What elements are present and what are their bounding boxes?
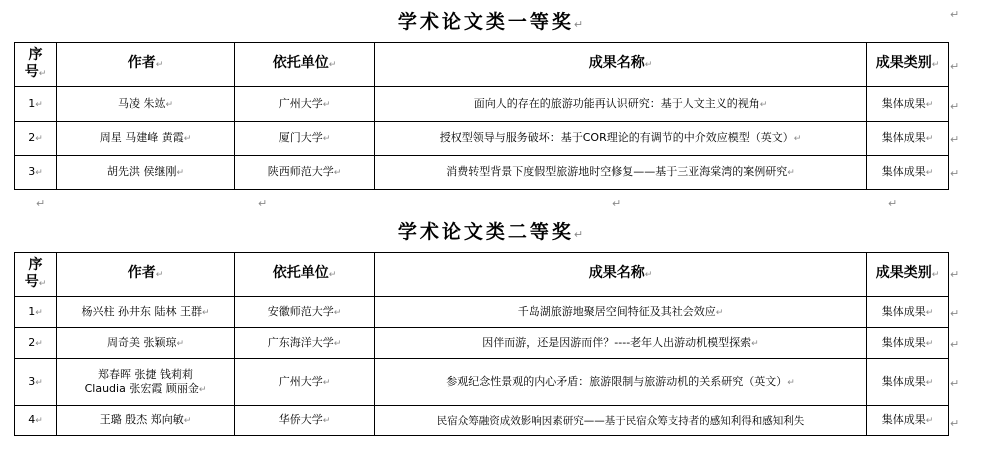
header-category: 成果类别↵ (867, 253, 949, 297)
cell-seq: 2↵ (15, 328, 57, 359)
row-end-mark: ↵ (950, 60, 960, 73)
cell-category: 集体成果↵ (867, 297, 949, 328)
cell-unit: 广州大学↵ (235, 359, 375, 406)
cell-name: 参观纪念性景观的内心矛盾：旅游限制与旅游动机的关系研究（英文）↵ (375, 359, 867, 406)
cell-category: 集体成果↵ (867, 328, 949, 359)
cell-unit: 安徽师范大学↵ (235, 297, 375, 328)
cell-name: 消费转型背景下度假型旅游地时空修复——基于三亚海棠湾的案例研究↵ (375, 156, 867, 190)
cell-name: 千岛湖旅游地聚居空间特征及其社会效应↵ (375, 297, 867, 328)
cell-unit: 陕西师范大学↵ (235, 156, 375, 190)
row-end-mark: ↵ (950, 377, 960, 390)
header-author: 作者↵ (57, 43, 235, 87)
cell-category: 集体成果↵ (867, 87, 949, 122)
cell-name: 因伴而游，还是因游而伴？----老年人出游动机模型探索↵ (375, 328, 867, 359)
cell-category: 集体成果↵ (867, 359, 949, 406)
table-row (15, 359, 949, 406)
cell-seq: 3↵ (15, 156, 57, 190)
row-end-mark: ↵ (950, 8, 960, 21)
table-row (15, 297, 949, 328)
header-unit: 依托单位↵ (235, 253, 375, 297)
table-row (15, 122, 949, 156)
row-end-mark: ↵ (950, 338, 960, 351)
row-end-mark: ↵ (950, 307, 960, 320)
row-end-mark: ↵ (950, 100, 960, 113)
table-row (15, 328, 949, 359)
table-row (15, 87, 949, 122)
cell-authors: 杨兴柱 孙井东 陆林 王群↵ (57, 297, 235, 328)
header-name: 成果名称↵ (375, 43, 867, 87)
cell-seq: 1↵ (15, 297, 57, 328)
paragraph-mark: ↵ (888, 197, 898, 210)
cell-unit: 广州大学↵ (235, 87, 375, 122)
cell-authors: 胡先洪 侯继刚↵ (57, 156, 235, 190)
table-row (15, 406, 949, 436)
header-name: 成果名称↵ (375, 253, 867, 297)
paragraph-mark: ↵ (612, 197, 622, 210)
cell-seq: 2↵ (15, 122, 57, 156)
cell-authors: 王璐 殷杰 郑向敏↵ (57, 406, 235, 436)
cell-unit: 广东海洋大学↵ (235, 328, 375, 359)
header-unit: 依托单位↵ (235, 43, 375, 87)
cell-category: 集体成果↵ (867, 156, 949, 190)
row-end-mark: ↵ (950, 268, 960, 281)
section-2-title: 学术论文类二等奖↵ (397, 221, 584, 243)
header-seq: 序 号↵ (15, 43, 57, 87)
award-table-second-prize (14, 252, 949, 436)
row-end-mark: ↵ (950, 167, 960, 180)
header-author: 作者↵ (57, 253, 235, 297)
header-seq: 序 号↵ (15, 253, 57, 297)
paragraph-mark: ↵ (36, 197, 46, 210)
table-header-row (15, 43, 949, 87)
cell-name: 面向人的存在的旅游功能再认识研究：基于人文主义的视角↵ (375, 87, 867, 122)
cell-category: 集体成果↵ (867, 122, 949, 156)
cell-category: 集体成果↵ (867, 406, 949, 436)
cell-seq: 4↵ (15, 406, 57, 436)
cell-unit: 华侨大学↵ (235, 406, 375, 436)
cell-unit: 厦门大学↵ (235, 122, 375, 156)
award-table-first-prize (14, 42, 949, 190)
table-row (15, 156, 949, 190)
row-end-mark: ↵ (950, 133, 960, 146)
cell-name: 民宿众筹融资成效影响因素研究——基于民宿众筹支持者的感知利得和感知利失 (375, 406, 867, 436)
cell-seq: 1↵ (15, 87, 57, 122)
section-1-title: 学术论文类一等奖↵ (397, 11, 584, 33)
paragraph-mark: ↵ (258, 197, 268, 210)
cell-name: 授权型领导与服务破坏：基于COR理论的有调节的中介效应模型（英文）↵ (375, 122, 867, 156)
header-category: 成果类别↵ (867, 43, 949, 87)
row-end-mark: ↵ (950, 417, 960, 430)
cell-authors: 周星 马建峰 黄霞↵ (57, 122, 235, 156)
cell-authors: 郑春晖 张捷 钱莉莉 Claudia 张宏霞 顾丽金↵ (57, 359, 235, 406)
table-header-row (15, 253, 949, 297)
cell-authors: 马凌 朱竑↵ (57, 87, 235, 122)
cell-seq: 3↵ (15, 359, 57, 406)
cell-authors: 周奇美 张颖琼↵ (57, 328, 235, 359)
